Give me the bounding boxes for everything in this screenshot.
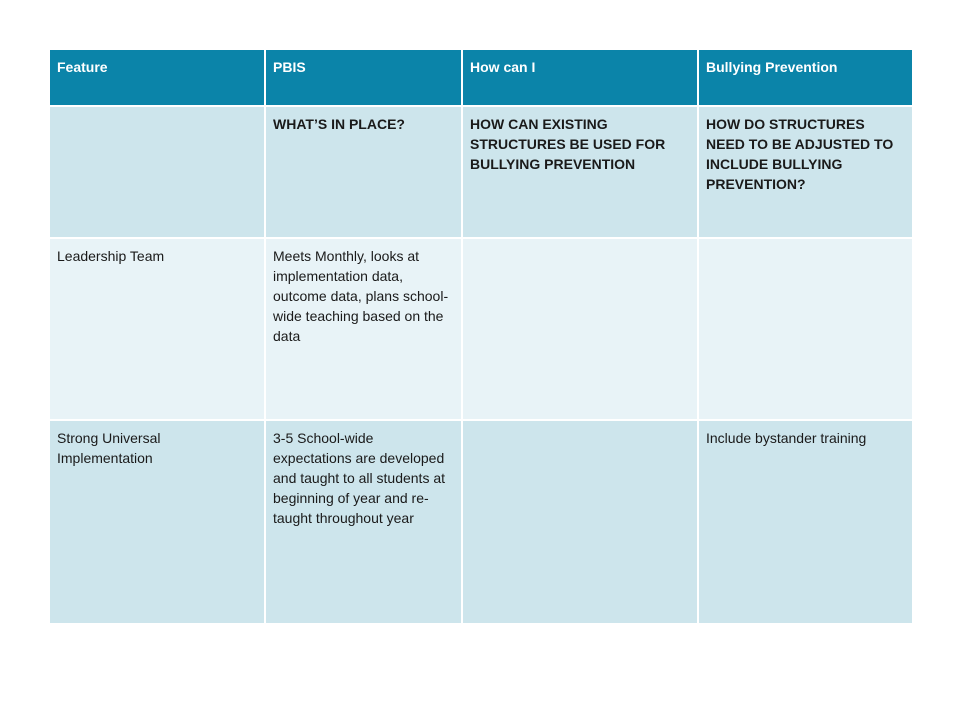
cell-feature: Strong Universal Implementation [49,420,265,624]
subheader-row [49,106,913,238]
subheader-whats-in-place: WHAT’S IN PLACE? [265,106,462,238]
cell-feature: Leadership Team [49,238,265,420]
table-row [49,238,913,420]
planning-table [48,48,914,625]
cell-how-can-i [462,420,698,624]
subheader-existing-structures: HOW CAN EXISTING STRUCTURES BE USED FOR BULLYING PREVENTION [462,106,698,238]
cell-bullying-prevention [698,238,913,420]
table-row [49,420,913,624]
header-bullying-prevention: Bullying Prevention [698,49,913,106]
subheader-feature [49,106,265,238]
cell-bullying-prevention: Include bystander training [698,420,913,624]
header-pbis: PBIS [265,49,462,106]
cell-how-can-i [462,238,698,420]
header-row [49,49,913,106]
subheader-adjust-structures: HOW DO STRUCTURES NEED TO BE ADJUSTED TO INCLUDE BULLYING PREVENTION? [698,106,913,238]
header-feature: Feature [49,49,265,106]
cell-pbis: 3-5 School-wide expectations are developed and taught to all students at beginning of year and re-taught throughout year [265,420,462,624]
header-how-can-i: How can I [462,49,698,106]
cell-pbis: Meets Monthly, looks at implementation data, outcome data, plans school-wide teaching based on the data [265,238,462,420]
